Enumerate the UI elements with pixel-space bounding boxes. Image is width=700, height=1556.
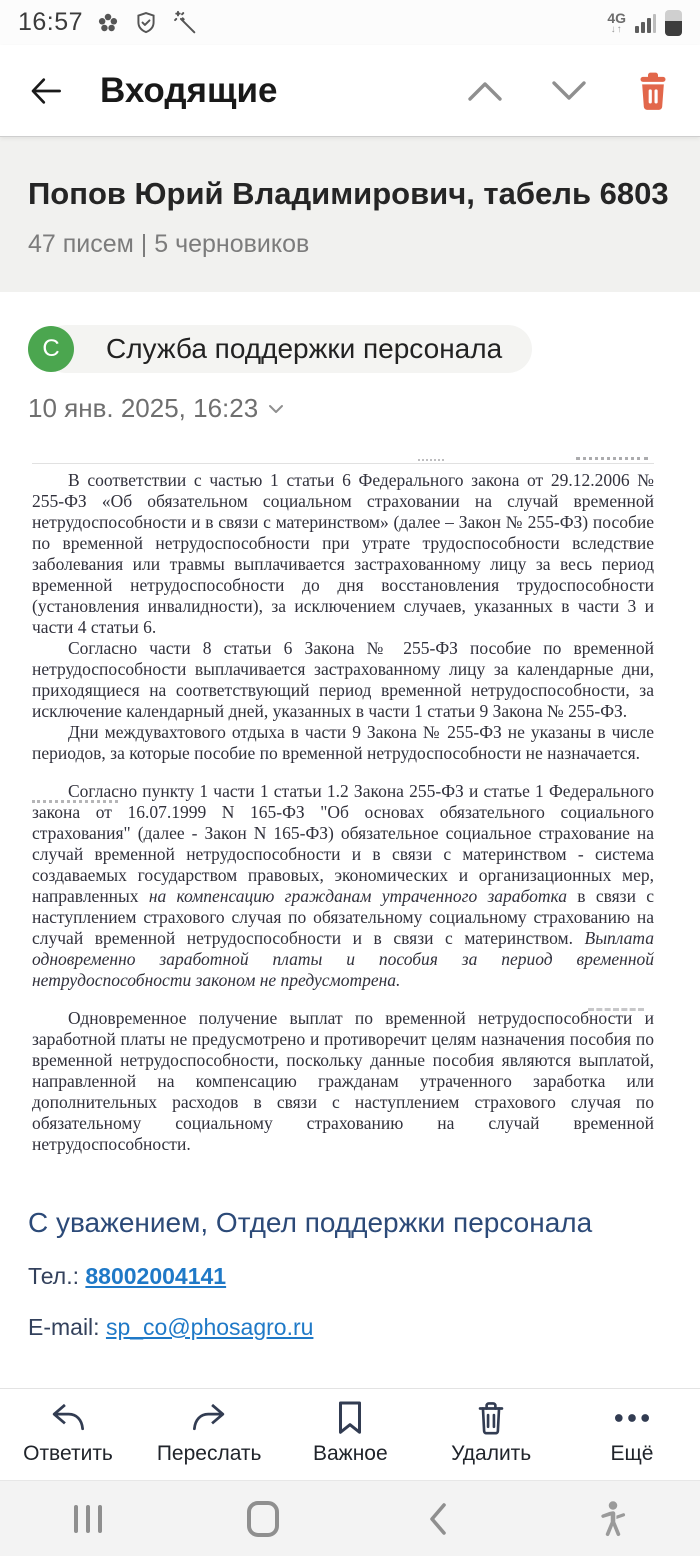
signature-closing: С уважением, Отдел поддержки персонала [28,1207,593,1238]
scan-artifact [576,457,648,460]
email-link[interactable]: sp_co@phosagro.ru [105,1314,314,1340]
accessibility-button[interactable] [596,1499,630,1539]
flower-notification-icon [95,10,121,36]
recents-button[interactable] [74,1505,102,1533]
phone-link[interactable]: 88002004141 [85,1263,227,1289]
phone-label: Тел.: [28,1263,79,1289]
delete-button-bottom[interactable]: Удалить [439,1399,543,1480]
folder-title: Входящие [100,70,278,110]
app-bar [0,45,700,137]
thread-subject: Попов Юрий Владимирович, табель 6803 [28,176,669,211]
shield-check-icon [133,10,159,36]
signal-strength-icon [635,13,656,33]
scanned-document-image [32,470,654,1155]
document-paragraph: Согласно части 8 статьи 6 Закона № 255-ФЗ пособие по временной нетрудоспособности выплачивается застрахованному лицу за календарные дни, приходящиеся на соответствующий период временной нетрудоспособности, за исключение календарный дней, указанных в части 1 статьи 9 Закона № 255-ФЗ. [32,638,654,721]
document-paragraph: В соответствии с частью 1 статьи 6 Федерального закона от 29.12.2006 № 255-ФЗ «Об обязательном социальном страховании на случай временной нетрудоспособности и в связи с материнством» (далее – Закон № 255-ФЗ) пособие по временной нетрудоспособности при утрате трудоспособности вследствие заболевания или травмы выплачивается застрахованному лицу за весь период временной нетрудоспособности до дня восстановления трудоспособности (установления инвалидности), за исключением случаев, указанных в части 3 и части 4 статьи 6. [32,470,654,637]
back-button[interactable] [24,69,68,113]
reply-button[interactable]: Ответить [16,1399,120,1480]
document-paragraph: Одновременное получение выплат по временной нетрудоспособности и заработной платы не предусмотрено и противоречит целям назначения пособия по временной нетрудоспособности, поскольку данные пособия являются выплатой, направленной на компенсацию гражданам утраченного заработка или дополнительных расходов в связи с наступлением страхового случая по обязательному социальному страхованию на случай временной нетрудоспособности. [32,1008,654,1154]
scan-artifact [32,463,654,464]
expand-details-icon[interactable] [268,404,284,414]
magic-wand-icon [171,9,199,37]
thread-meta-counts: 47 писем | 5 черновиков [28,230,310,259]
document-paragraph: Согласно пункту 1 части 1 статьи 1.2 Закона 255-ФЗ и статье 1 Федерального закона от 16.07.1999 N 165-ФЗ "Об основах обязательного социального страхования" (далее - Закон N 165-ФЗ) обязательное социальное страхование на случай временной нетрудоспособности и в связи с материнством - система создаваемых государством правовых, экономических и организационных мер, направленных на компенсацию гражданам утраченного заработка в связи с наступлением страхового случая по обязательному социальному страхованию на случай временной нетрудоспособности и в связи с материнством. Выплата одновременно заработной платы и пособия за период временной нетрудоспособности законом не предусмотрена. [32,781,654,990]
sender-name: Служба поддержки персонала [106,333,503,364]
clock: 16:57 [18,8,84,36]
email-label: E-mail: [28,1314,100,1340]
delete-button-top[interactable] [630,68,676,114]
message-body [0,292,700,1388]
back-nav-button[interactable] [427,1501,449,1537]
sender-avatar[interactable]: С [28,326,74,372]
forward-button[interactable]: Переслать [157,1399,262,1480]
document-body [32,470,654,1155]
more-options-button[interactable]: Ещё [580,1399,684,1480]
android-navigation-bar [0,1480,700,1556]
thread-header [0,137,700,292]
message-date: 10 янв. 2025, 16:23 [28,393,259,423]
message-action-bar [0,1388,700,1480]
message-date-row[interactable] [28,393,672,424]
email-signature [28,1207,672,1341]
previous-message-button[interactable] [462,69,508,113]
battery-icon [665,10,682,36]
document-paragraph: Дни междувахтового отдыха в части 9 Закона № 255-ФЗ не указаны в числе периодов, за которые пособие по временной нетрудоспособности не назначается. [32,722,654,763]
scan-artifact [418,459,444,461]
home-button[interactable] [247,1501,279,1537]
sender-chip[interactable] [42,325,532,373]
mark-important-button[interactable]: Важное [298,1399,402,1480]
message-content-area[interactable] [0,137,700,1388]
status-bar [0,0,700,45]
sender-row[interactable] [28,325,672,373]
network-type-indicator: 4G ↓↑ [607,9,626,35]
next-message-button[interactable] [546,69,592,113]
